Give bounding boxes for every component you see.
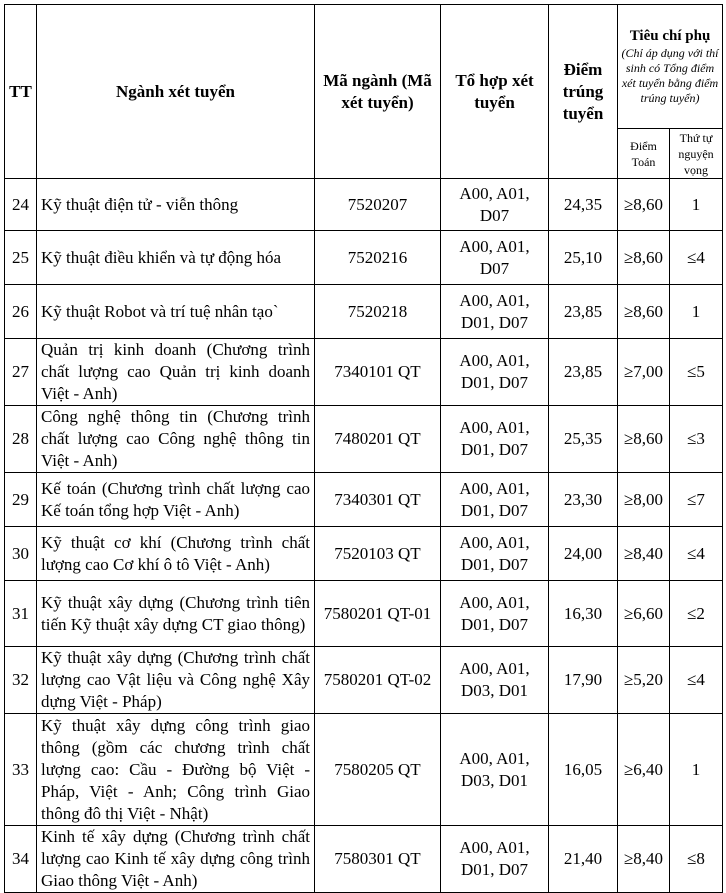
row-major-name: Kỹ thuật xây dựng (Chương trình tiên tiến Kỹ thuật xây dựng CT giao thông) [37,581,315,647]
row-major-name: Kỹ thuật cơ khí (Chương trình chất lượng cao Cơ khí ô tô Việt - Anh) [37,527,315,581]
header-combo: Tổ hợp xét tuyển [441,5,549,179]
row-admission-score: 25,35 [549,406,618,473]
table-row [5,339,723,406]
table-row [5,826,723,893]
table-row [5,527,723,581]
row-admission-score: 17,90 [549,647,618,714]
header-major: Ngành xét tuyển [37,5,315,179]
row-wish-order: 1 [670,179,723,231]
header-extra [618,5,723,129]
row-math-score: ≥8,60 [618,285,670,339]
row-major-name: Kế toán (Chương trình chất lượng cao Kế toán tổng hợp Việt - Anh) [37,473,315,527]
row-subject-combo: A00, A01, D07 [441,179,549,231]
row-major-code: 7580301 QT [315,826,441,893]
row-major-name: Kỹ thuật điện tử - viễn thông [37,179,315,231]
row-major-code: 7520216 [315,231,441,285]
table-row [5,231,723,285]
row-major-name: Công nghệ thông tin (Chương trình chất lượng cao Công nghệ thông tin Việt - Anh) [37,406,315,473]
row-major-code: 7580201 QT-01 [315,581,441,647]
header-row [5,5,723,129]
row-number: 30 [5,527,37,581]
row-admission-score: 25,10 [549,231,618,285]
row-subject-combo: A00, A01, D03, D01 [441,647,549,714]
row-number: 32 [5,647,37,714]
table-row [5,285,723,339]
table-row [5,714,723,826]
row-admission-score: 16,05 [549,714,618,826]
row-wish-order: ≤4 [670,527,723,581]
row-major-code: 7580205 QT [315,714,441,826]
row-math-score: ≥8,60 [618,231,670,285]
row-math-score: ≥7,00 [618,339,670,406]
row-wish-order: ≤2 [670,581,723,647]
table-row [5,179,723,231]
row-math-score: ≥8,40 [618,527,670,581]
row-wish-order: ≤4 [670,647,723,714]
row-math-score: ≥8,00 [618,473,670,527]
row-subject-combo: A00, A01, D01, D07 [441,285,549,339]
row-subject-combo: A00, A01, D01, D07 [441,826,549,893]
row-math-score: ≥8,60 [618,406,670,473]
header-extra-note: (Chỉ áp dụng với thí sinh có Tổng điểm xét tuyển bằng điểm trúng tuyển) [621,46,719,105]
row-major-code: 7340301 QT [315,473,441,527]
header-tt: TT [5,5,37,179]
row-subject-combo: A00, A01, D01, D07 [441,527,549,581]
row-major-name: Quản trị kinh doanh (Chương trình chất lượng cao Quản trị kinh doanh Việt - Anh) [37,339,315,406]
row-number: 33 [5,714,37,826]
row-major-code: 7520207 [315,179,441,231]
row-admission-score: 24,35 [549,179,618,231]
row-major-name: Kỹ thuật xây dựng (Chương trình chất lượng cao Vật liệu và Công nghệ Xây dựng Việt - Pháp) [37,647,315,714]
row-wish-order: 1 [670,714,723,826]
table-row [5,647,723,714]
row-major-code: 7520218 [315,285,441,339]
header-code: Mã ngành (Mã xét tuyển) [315,5,441,179]
row-major-name: Kỹ thuật Robot và trí tuệ nhân tạo` [37,285,315,339]
row-subject-combo: A00, A01, D01, D07 [441,581,549,647]
row-subject-combo: A00, A01, D03, D01 [441,714,549,826]
row-number: 27 [5,339,37,406]
row-math-score: ≥8,60 [618,179,670,231]
row-number: 28 [5,406,37,473]
row-wish-order: ≤7 [670,473,723,527]
row-admission-score: 24,00 [549,527,618,581]
row-number: 29 [5,473,37,527]
row-major-name: Kỹ thuật điều khiển và tự động hóa [37,231,315,285]
row-major-code: 7520103 QT [315,527,441,581]
row-math-score: ≥5,20 [618,647,670,714]
table-row [5,581,723,647]
row-wish-order: ≤8 [670,826,723,893]
row-number: 24 [5,179,37,231]
table-row [5,406,723,473]
header-math: Điểm Toán [618,129,670,179]
row-math-score: ≥8,40 [618,826,670,893]
row-number: 25 [5,231,37,285]
row-subject-combo: A00, A01, D01, D07 [441,339,549,406]
row-subject-combo: A00, A01, D07 [441,231,549,285]
row-number: 26 [5,285,37,339]
row-number: 34 [5,826,37,893]
row-math-score: ≥6,60 [618,581,670,647]
row-subject-combo: A00, A01, D01, D07 [441,406,549,473]
row-subject-combo: A00, A01, D01, D07 [441,473,549,527]
row-major-code: 7340101 QT [315,339,441,406]
header-order: Thứ tự nguyện vọng [670,129,723,179]
row-wish-order: 1 [670,285,723,339]
row-admission-score: 21,40 [549,826,618,893]
row-admission-score: 16,30 [549,581,618,647]
row-major-name: Kỹ thuật xây dựng công trình giao thông (gồm các chương trình chất lượng cao: Cầu - Đường bộ Việt - Pháp, Việt - Anh; Công trình Giao thông đô thị Việt - Nhật) [37,714,315,826]
row-major-code: 7580201 QT-02 [315,647,441,714]
row-wish-order: ≤3 [670,406,723,473]
row-wish-order: ≤5 [670,339,723,406]
header-score: Điểm trúng tuyển [549,5,618,179]
table-row [5,473,723,527]
row-major-name: Kinh tế xây dựng (Chương trình chất lượng cao Kinh tế xây dựng công trình Giao thông Việt - Anh) [37,826,315,893]
row-major-code: 7480201 QT [315,406,441,473]
header-extra-title: Tiêu chí phụ [629,28,711,44]
row-math-score: ≥6,40 [618,714,670,826]
row-admission-score: 23,85 [549,285,618,339]
row-wish-order: ≤4 [670,231,723,285]
admission-score-table [4,4,723,893]
row-admission-score: 23,85 [549,339,618,406]
row-admission-score: 23,30 [549,473,618,527]
row-number: 31 [5,581,37,647]
